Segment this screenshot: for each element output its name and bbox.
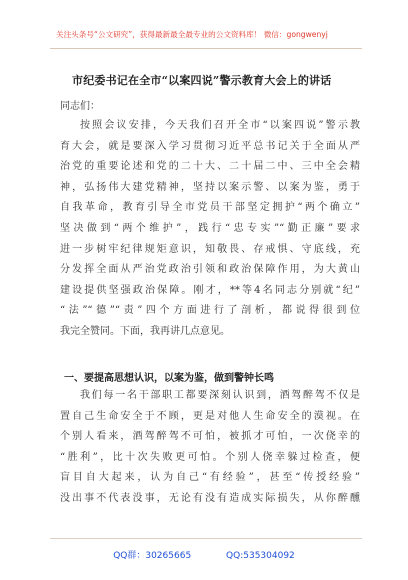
text-line: 没出事不代表没事，无论有没有造成实际损失，从你醉醺	[60, 492, 360, 504]
text-line: 建设提供坚强政治保障。刚才，**等4名同志分别就“纪”	[60, 284, 360, 296]
section-heading-1: 一、要提高思想认识，以案为鉴，做到警钟长鸣	[64, 373, 274, 384]
text-line: 盲目自大起来，认为自己“有经验”，甚至“传授经验”	[60, 472, 360, 484]
text-line: 分发挥全面从严治党政治引领和政治保障作用，为大黄山	[60, 264, 360, 276]
text-line: 育大会，就是要深入学习贯彻习近平总书记关于全面从严	[60, 140, 360, 152]
document-title: 市纪委书记在全市“以案四说”警示教育大会上的讲话	[72, 74, 332, 87]
footer-contact	[0, 548, 408, 561]
text-line: 神，弘扬伟大建党精神，坚持以案示警、以案为鉴，勇于	[60, 181, 360, 193]
footer-qq: QQ:535304092	[226, 551, 295, 561]
header-banner: 关注头条号“公文研究”，获得最新最全最专业的公文资料库！ 微信：gongwenyj	[56, 30, 328, 39]
salutation: 同志们：	[60, 101, 100, 112]
text-line: 坚决做到“两个维护”，践行“忠专实”“勤正廉”要求	[60, 222, 360, 234]
paragraph-section-1	[60, 386, 360, 510]
header-divider	[50, 48, 362, 49]
paragraph-intro	[60, 116, 360, 343]
footer-qq-group: QQ群：30265665	[113, 551, 192, 561]
text-line: “法”“德”“责”四个方面进行了剖析，都说得很到位	[60, 305, 360, 317]
text-line: 自我革命，教育引导全市党员干部坚定拥护“两个确立”	[60, 202, 360, 214]
text-line: 我们每一名干部职工都要深刻认识到，酒驾醉驾不仅是	[80, 390, 360, 401]
text-line: 我完全赞同。下面，我再讲几点意见。	[60, 325, 230, 337]
text-line: 按照会议安排，今天我们召开全市“以案四说”警示教	[80, 120, 360, 131]
text-line: 治党的重要论述和党的二十大、二十届二中、三中全会精	[60, 161, 360, 173]
footer-divider	[50, 538, 362, 539]
text-line: 进一步树牢纪律规矩意识，知敬畏、存戒惧、守底线，充	[60, 243, 360, 255]
text-line: 个别人看来，酒驾醉驾不可怕，被抓才可怕，一次侥幸的	[60, 431, 360, 443]
text-line: 置自己生命安全于不顾，更是对他人生命安全的漠视。在	[60, 410, 360, 422]
text-line: “胜利”，比十次失败更可怕。个别人侥幸躲过检查，便	[60, 451, 360, 463]
